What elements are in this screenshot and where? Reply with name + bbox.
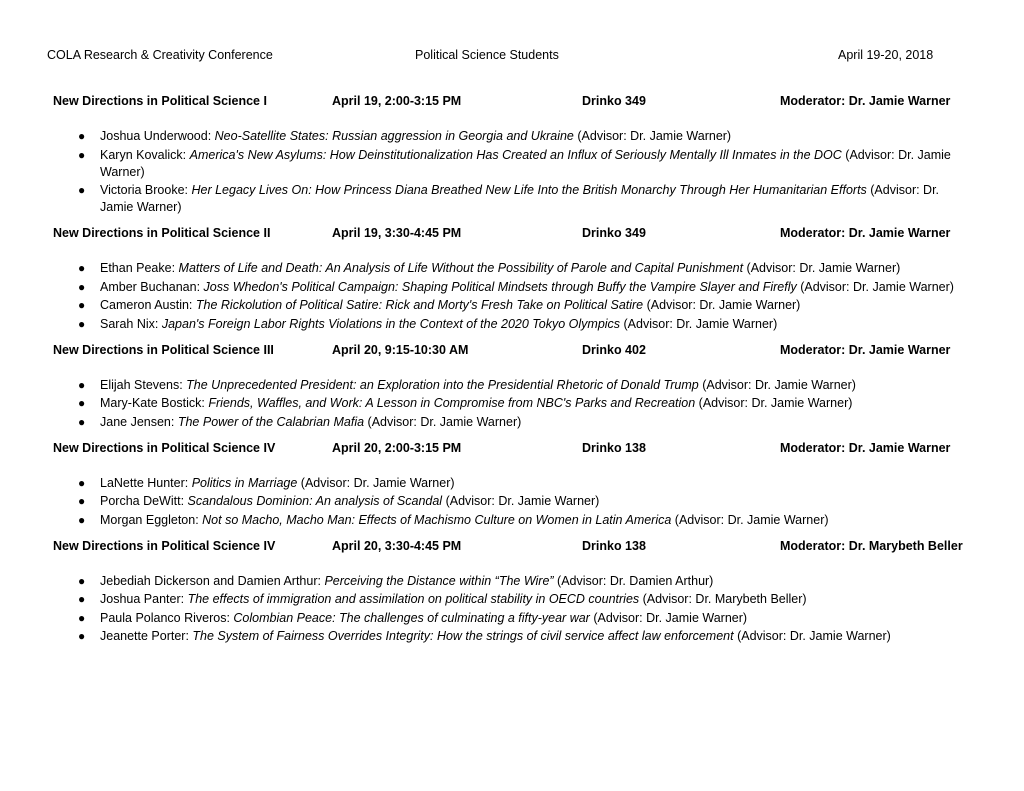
session-block [0,441,1024,529]
talk-item [0,395,1024,412]
talk-title: Friends, Waffles, and Work: A Lesson in Compromise from NBC's Parks and Recreation [208,396,696,410]
talk-title: Politics in Marriage [191,475,298,490]
session-list [0,94,1024,655]
session-moderator: Moderator: Dr. Jamie Warner [780,440,951,455]
talk-author: Elijah Stevens: [100,377,187,392]
talk-item [0,316,1024,333]
talk-title: Her Legacy Lives On: How Princess Diana Breathed New Life Into the British Monarchy Through Her Humanitarian Efforts [191,183,867,197]
talk-item [0,297,1024,314]
session-moderator: Moderator: Dr. Jamie Warner [780,94,951,108]
talk-item [0,182,1024,216]
talk-advisor: (Advisor: Dr. Jamie Warner) [297,475,455,490]
talk-advisor: (Advisor: Dr. Jamie Warner) [796,279,954,294]
session-block [0,343,1024,431]
session-room: Drinko 349 [582,226,646,240]
talk-item [0,512,1024,529]
talk-title: The Power of the Calabrian Mafia [177,414,365,429]
talk-author: Jane Jensen: [100,414,178,429]
talk-author: Amber Buchanan: [100,279,204,294]
conference-name: COLA Research & Creativity Conference [47,48,273,62]
talk-title: Neo-Satellite States: Russian aggression in Georgia and Ukraine [214,129,574,143]
session-moderator: Moderator: Dr. Marybeth Beller [780,538,963,553]
talk-title: Not so Macho, Macho Man: Effects of Machismo Culture on Women in Latin America [202,512,672,527]
talk-author: Victoria Brooke: [100,183,192,197]
talk-advisor: (Advisor: Dr. Jamie Warner) [695,396,853,410]
bullet-icon: ● [78,573,86,588]
talk-item [0,147,1024,181]
talk-advisor: (Advisor: Dr. Jamie Warner) [100,147,951,179]
talk-item [0,260,1024,277]
talk-author: Karyn Kovalick: [100,147,190,162]
session-room: Drinko 349 [582,94,646,108]
session-header [0,539,1024,557]
talk-title: Joss Whedon's Political Campaign: Shaping Political Mindsets through Buffy the Vampire Slayer and Firefly [203,279,797,294]
talk-advisor: (Advisor: Dr. Jamie Warner) [671,512,829,527]
session-moderator: Moderator: Dr. Jamie Warner [780,226,951,240]
bullet-icon: ● [78,129,86,143]
talk-title: The effects of immigration and assimilation on political stability in OECD countries [187,592,640,606]
talk-author: Ethan Peake: [100,261,179,275]
bullet-icon: ● [78,377,86,392]
session-time: April 20, 9:15-10:30 AM [332,342,469,357]
talk-item [0,573,1024,590]
session-header [0,441,1024,459]
bullet-icon: ● [78,414,86,429]
talk-author: Jebediah Dickerson and Damien Arthur: [100,573,325,588]
bullet-icon: ● [78,183,86,197]
talk-item [0,377,1024,394]
talk-author: LaNette Hunter: [100,475,192,490]
talk-title: Japan's Foreign Labor Rights Violations in the Context of the 2020 Tokyo Olympics [161,316,621,331]
bullet-icon: ● [78,316,86,331]
talk-advisor: (Advisor: Dr. Jamie Warner) [100,183,940,214]
talk-title: The Unprecedented President: an Exploration into the Presidential Rhetoric of Donald Trump [186,377,699,392]
bullet-icon: ● [78,396,86,410]
bullet-icon: ● [78,592,86,606]
conference-dates: April 19-20, 2018 [838,48,934,62]
session-title: New Directions in Political Science IV [53,538,276,553]
talk-advisor: (Advisor: Dr. Jamie Warner) [573,129,732,143]
bullet-icon: ● [78,494,86,508]
session-title: New Directions in Political Science II [53,226,271,240]
talk-item [0,475,1024,492]
department-title: Political Science Students [415,48,559,62]
page-header [0,48,1024,66]
bullet-icon: ● [78,147,86,162]
bullet-icon: ● [78,512,86,527]
talk-title: Colombian Peace: The challenges of culminating a fifty-year war [233,610,590,625]
talk-author: Joshua Panter: [100,592,188,606]
talk-title: The System of Fairness Overrides Integrity: How the strings of civil service affect law enforcement [192,629,734,643]
talk-author: Morgan Eggleton: [100,512,203,527]
talk-advisor: (Advisor: Dr. Jamie Warner) [698,377,856,392]
bullet-icon: ● [78,475,86,490]
session-time: April 20, 2:00-3:15 PM [332,440,462,455]
talk-author: Porcha DeWitt: [100,494,188,508]
session-header [0,94,1024,112]
talk-advisor: (Advisor: Dr. Jamie Warner) [442,494,600,508]
session-title: New Directions in Political Science IV [53,440,276,455]
session-block [0,226,1024,333]
bullet-icon: ● [78,279,86,294]
talk-title: The Rickolution of Political Satire: Rick and Morty's Fresh Take on Political Satire [195,298,644,312]
talk-author: Joshua Underwood: [100,129,215,143]
talk-title: Perceiving the Distance within “The Wire” [324,573,554,588]
talk-item [0,591,1024,608]
bullet-icon: ● [78,298,86,312]
session-room: Drinko 402 [582,342,646,357]
talk-item [0,628,1024,645]
talk-list [0,475,1024,529]
talk-author: Cameron Austin: [100,298,196,312]
session-room: Drinko 138 [582,538,646,553]
talk-advisor: (Advisor: Dr. Jamie Warner) [643,298,801,312]
bullet-icon: ● [78,261,86,275]
session-time: April 20, 3:30-4:45 PM [332,538,462,553]
talk-title: Scandalous Dominion: An analysis of Scandal [187,494,443,508]
talk-item [0,128,1024,145]
session-header [0,226,1024,244]
talk-list [0,260,1024,333]
talk-author: Jeanette Porter: [100,629,193,643]
talk-item [0,414,1024,431]
talk-list [0,128,1024,216]
talk-list [0,377,1024,431]
talk-title: America's New Asylums: How Deinstitutionalization Has Created an Influx of Seriously Mentally Ill Inmates in the DOC [189,147,842,162]
session-moderator: Moderator: Dr. Jamie Warner [780,342,951,357]
bullet-icon: ● [78,610,86,625]
talk-advisor: (Advisor: Dr. Jamie Warner) [743,261,901,275]
talk-advisor: (Advisor: Dr. Jamie Warner) [733,629,891,643]
talk-item [0,493,1024,510]
talk-title: Matters of Life and Death: An Analysis of Life Without the Possibility of Parole and Capital Punishment [178,261,744,275]
session-room: Drinko 138 [582,440,646,455]
talk-author: Mary-Kate Bostick: [100,396,209,410]
talk-advisor: (Advisor: Dr. Jamie Warner) [589,610,748,625]
session-header [0,343,1024,361]
talk-advisor: (Advisor: Dr. Marybeth Beller) [639,592,807,606]
talk-author: Paula Polanco Riveros: [100,610,234,625]
talk-list [0,573,1024,646]
bullet-icon: ● [78,629,86,643]
talk-advisor: (Advisor: Dr. Jamie Warner) [364,414,522,429]
session-block [0,94,1024,216]
session-block [0,539,1024,646]
talk-advisor: (Advisor: Dr. Damien Arthur) [553,573,714,588]
session-title: New Directions in Political Science I [53,94,267,108]
talk-item [0,610,1024,627]
session-time: April 19, 2:00-3:15 PM [332,94,462,108]
session-title: New Directions in Political Science III [53,342,274,357]
talk-author: Sarah Nix: [100,316,162,331]
talk-item [0,279,1024,296]
session-time: April 19, 3:30-4:45 PM [332,226,462,240]
talk-advisor: (Advisor: Dr. Jamie Warner) [620,316,778,331]
